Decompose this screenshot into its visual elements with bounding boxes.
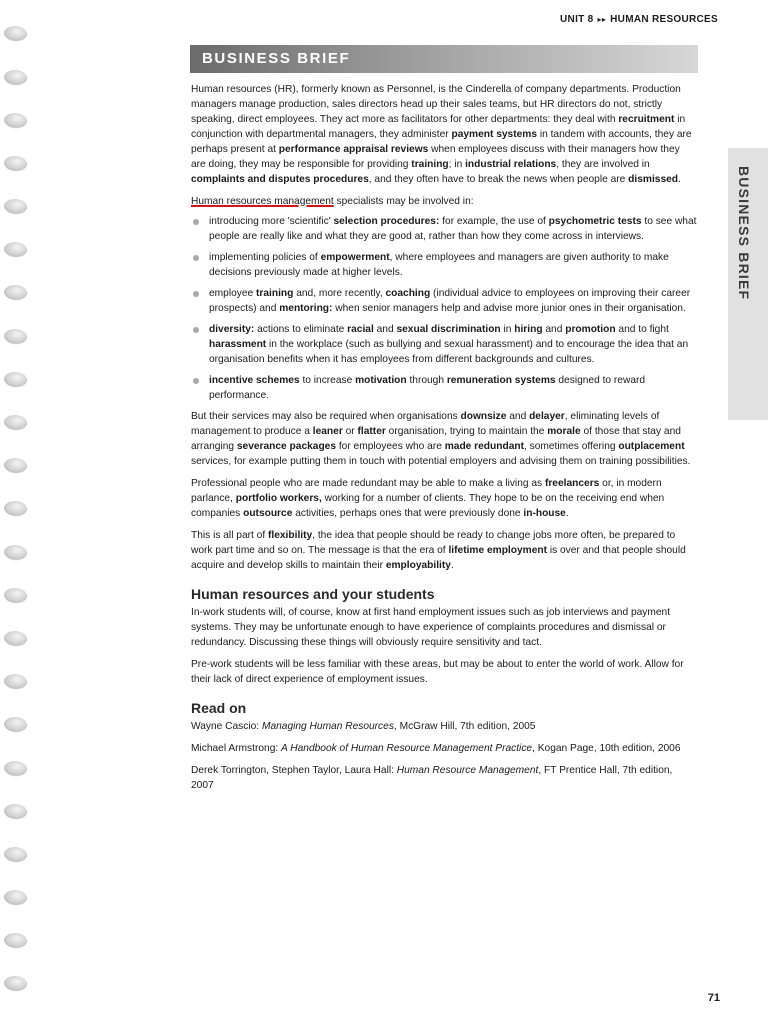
binding-ring-icon <box>4 545 26 559</box>
intro-paragraph: Human resources (HR), formerly known as Personnel, is the Cinderella of company departments. Production managers manage production, sales directors head up their sales teams, but HR directors do not, strictly speaking, direct employees. They act more as facilitators for other departments: they deal with recruitment in conjunction with departmental managers, they administer payment systems in tandem with accounts, they are perhaps present at performance appraisal reviews when employees discuss with their managers how they are doing, they may be responsible for providing training; in industrial relations, they are involved in complaints and disputes procedures, and they often have to break the news when people are dismissed. <box>191 84 692 185</box>
list-item: introducing more 'scientific' selection procedures: for example, the use of psychometric tests to see what people are really like and what they are good at, rather than how they come across in interviews. <box>191 214 697 244</box>
students-paragraph-1: In-work students will, of course, know at first hand employment issues such as job interviews and payment systems. They may be unfortunate enough to have experience of complaints procedures and dismissal or redundancy. Discussing these things will obviously require sensitivity and tact. <box>191 607 671 648</box>
binding-ring-icon <box>4 199 26 213</box>
students-paragraph-2: Pre-work students will be less familiar with these areas, but may be about to enter the world of work. Allow for their lack of direct experience of employment issues. <box>191 659 684 685</box>
bullet-dot-icon <box>193 219 199 225</box>
running-header <box>560 14 718 25</box>
bullet-dot-icon <box>193 378 199 384</box>
binding-ring-icon <box>4 890 26 904</box>
binding-ring-icon <box>4 285 26 299</box>
page-number: 71 <box>707 992 720 1004</box>
binding-ring-icon <box>4 761 26 775</box>
binding-ring-icon <box>4 113 26 127</box>
list-item: employee training and, more recently, coaching (individual advice to employees on improving their career prospects) and mentoring: when senior managers help and advise more junior ones in their organisation. <box>191 286 697 316</box>
binding-ring-icon <box>4 26 26 40</box>
binding-ring-icon <box>4 804 26 818</box>
reference-item: Wayne Cascio: Managing Human Resources, McGraw Hill, 7th edition, 2005 <box>191 721 536 732</box>
students-heading: Human resources and your students <box>191 586 435 602</box>
binding-ring-icon <box>4 501 26 515</box>
side-tab-label: BUSINESS BRIEF <box>736 166 752 301</box>
specialist-roles-list <box>191 214 697 403</box>
binding-ring-icon <box>4 847 26 861</box>
article-body <box>191 82 697 800</box>
binding-ring-icon <box>4 242 26 256</box>
binding-ring-icon <box>4 976 26 990</box>
hand-underlined-term: Human resources management <box>191 196 334 207</box>
read-on-heading: Read on <box>191 700 247 716</box>
binding-ring-icon <box>4 588 26 602</box>
list-item: incentive schemes to increase motivation through remuneration systems designed to reward performance. <box>191 373 697 403</box>
reference-item: Michael Armstrong: A Handbook of Human Resource Management Practice, Kogan Page, 10th edition, 2006 <box>191 743 681 754</box>
list-item: diversity: actions to eliminate racial and sexual discrimination in hiring and promotion and to fight harassment in the workplace (such as bullying and sexual harassment) and to encourage the idea that an organisation benefits when it has employees from different backgrounds and cultures. <box>191 322 697 367</box>
spiral-binding <box>0 0 36 1024</box>
professional-paragraph: Professional people who are made redundant may be able to make a living as freelancers or, in modern parlance, portfolio workers, working for a number of clients. They hope to be on the receiving end when companies outsource activities, perhaps ones that were previously done in-house. <box>191 478 665 519</box>
bullet-dot-icon <box>193 291 199 297</box>
unit-label: UNIT 8 <box>560 14 594 25</box>
binding-ring-icon <box>4 458 26 472</box>
binding-ring-icon <box>4 156 26 170</box>
business-brief-banner <box>190 45 698 73</box>
bullet-dot-icon <box>193 327 199 333</box>
section-label: HUMAN RESOURCES <box>610 14 718 25</box>
binding-ring-icon <box>4 717 26 731</box>
bullet-dot-icon <box>193 255 199 261</box>
binding-ring-icon <box>4 631 26 645</box>
list-item: implementing policies of empowerment, where employees and managers are given authority to make decisions previously made at higher levels. <box>191 250 697 280</box>
binding-ring-icon <box>4 372 26 386</box>
binding-ring-icon <box>4 415 26 429</box>
binding-ring-icon <box>4 933 26 947</box>
binding-ring-icon <box>4 329 26 343</box>
reference-item: Derek Torrington, Stephen Taylor, Laura Hall: Human Resource Management, FT Prentice Hall, 7th edition, 2007 <box>191 765 673 791</box>
side-tab <box>728 148 768 420</box>
banner-title: BUSINESS BRIEF <box>202 50 351 67</box>
binding-ring-icon <box>4 70 26 84</box>
specialists-paragraph: Human resources management specialists may be involved in: <box>191 196 474 207</box>
flexibility-paragraph: This is all part of flexibility, the idea that people should be ready to change jobs more often, be prepared to work part time and so on. The message is that the era of lifetime employment is over and that people should acquire and develop skills to maintain their employability. <box>191 530 686 571</box>
binding-ring-icon <box>4 674 26 688</box>
downsize-paragraph: But their services may also be required when organisations downsize and delayer, eliminating levels of management to produce a leaner or flatter organisation, trying to maintain the morale of those that stay and arranging severance packages for employees who are made redundant, sometimes offering outplacement services, for example putting them in touch with potential employers and advising them on training possibilities. <box>191 411 691 467</box>
double-arrow-icon: ▸▸ <box>597 15 607 24</box>
